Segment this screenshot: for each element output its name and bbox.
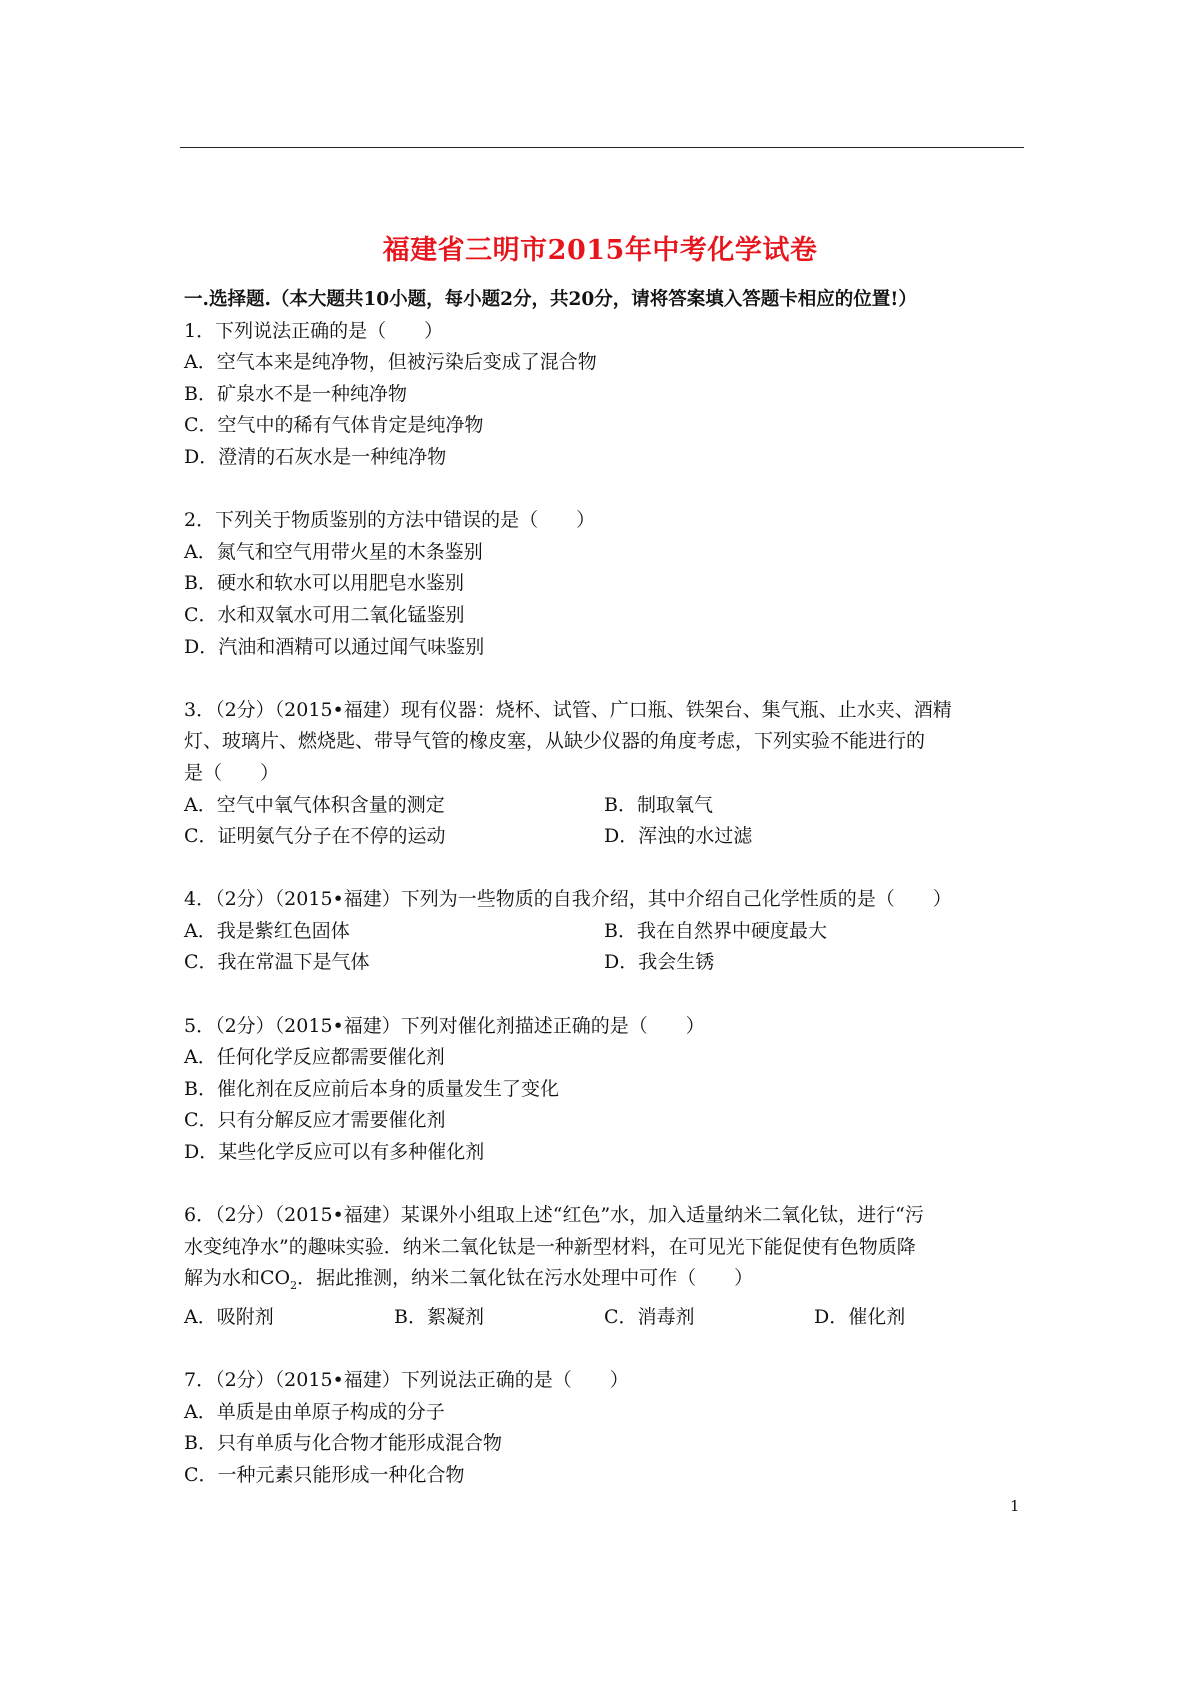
option-c: C．证明氨气分子在不停的运动	[184, 825, 446, 848]
option-row	[184, 947, 1030, 979]
question-stem: 5．（2分）（2015•福建）下列对催化剂描述正确的是（ ）	[184, 1014, 705, 1037]
question-6	[184, 1200, 1030, 1333]
option-row	[184, 821, 1030, 853]
question-1	[184, 316, 1030, 474]
question-stem-line-3: 是（ ）	[184, 761, 280, 784]
question-7	[184, 1365, 1030, 1491]
option-a: A．单质是由单原子构成的分子	[184, 1400, 445, 1423]
option-d: D．澄清的石灰水是一种纯净物	[184, 445, 447, 468]
option-b: B．矿泉水不是一种纯净物	[184, 382, 407, 405]
option-c: C．一种元素只能形成一种化合物	[184, 1463, 465, 1486]
option-row	[184, 916, 1030, 948]
option-d: D．某些化学反应可以有多种催化剂	[184, 1141, 485, 1164]
question-5	[184, 1011, 1030, 1169]
option-a: A．氮气和空气用带火星的木条鉴别	[184, 540, 483, 563]
option-b: B．我在自然界中硬度最大	[604, 919, 827, 942]
option-b: B．絮凝剂	[394, 1305, 484, 1328]
option-c: C．空气中的稀有气体肯定是纯净物	[184, 414, 484, 437]
page-number: 1	[1010, 1497, 1020, 1515]
header-rule	[180, 147, 1024, 148]
option-c: C．只有分解反应才需要催化剂	[184, 1109, 446, 1132]
question-stem-line-2: 灯、玻璃片、燃烧匙、带导气管的橡皮塞，从缺少仪器的角度考虑，下列实验不能进行的	[184, 730, 926, 753]
option-b: B．催化剂在反应前后本身的质量发生了变化	[184, 1077, 559, 1100]
option-a: A．任何化学反应都需要催化剂	[184, 1046, 445, 1069]
stem-text: ．据此推测，纳米二氧化钛在污水处理中可作（ ）	[297, 1267, 754, 1290]
question-2	[184, 505, 1030, 663]
document-title: 福建省三明市2015年中考化学试卷	[382, 235, 818, 266]
question-4	[184, 884, 1030, 979]
option-c: C．我在常温下是气体	[184, 951, 370, 974]
option-b: B．只有单质与化合物才能形成混合物	[184, 1432, 502, 1455]
option-c: C．消毒剂	[604, 1305, 695, 1328]
option-row	[184, 790, 1030, 822]
question-stem: 2．下列关于物质鉴别的方法中错误的是（ ）	[184, 509, 596, 532]
option-c: C．水和双氧水可用二氧化锰鉴别	[184, 603, 465, 626]
option-a: A．吸附剂	[184, 1305, 274, 1328]
option-a: A．我是紫红色固体	[184, 919, 350, 942]
question-stem-line-1: 6．（2分）（2015•福建）某课外小组取上述“红色”水，加入适量纳米二氧化钛，进行“污	[184, 1204, 924, 1227]
stem-text: 解为水和CO	[184, 1267, 291, 1290]
option-a: A．空气中氧气体积含量的测定	[184, 793, 445, 816]
option-b: B．硬水和软水可以用肥皂水鉴别	[184, 572, 464, 595]
option-row	[184, 1302, 1030, 1334]
question-stem-line-2: 水变纯净水”的趣味实验．纳米二氧化钛是一种新型材料，在可见光下能促使有色物质降	[184, 1235, 916, 1258]
question-stem: 7．（2分）（2015•福建）下列说法正确的是（ ）	[184, 1368, 629, 1391]
question-stem: 1．下列说法正确的是（ ）	[184, 319, 444, 342]
option-d: D．催化剂	[814, 1305, 906, 1328]
question-stem-line-1: 3．（2分）（2015•福建）现有仪器：烧杯、试管、广口瓶、铁架台、集气瓶、止水夹、酒精	[184, 698, 952, 721]
question-stem: 4．（2分）（2015•福建）下列为一些物质的自我介绍，其中介绍自己化学性质的是（ ）	[184, 888, 952, 911]
option-d: D．我会生锈	[604, 951, 715, 974]
option-d: D．汽油和酒精可以通过闻气味鉴别	[184, 635, 485, 658]
section-header: 一.选择题.（本大题共10小题，每小题2分，共20分，请将答案填入答题卡相应的位置!）	[184, 289, 917, 310]
option-b: B．制取氧气	[604, 793, 713, 816]
subscript: 2	[290, 1279, 298, 1293]
question-stem-line-3	[184, 1263, 1030, 1301]
option-d: D．浑浊的水过滤	[604, 825, 753, 848]
option-a: A．空气本来是纯净物，但被污染后变成了混合物	[184, 351, 597, 374]
exam-content	[184, 284, 1030, 1491]
question-3	[184, 695, 1030, 853]
